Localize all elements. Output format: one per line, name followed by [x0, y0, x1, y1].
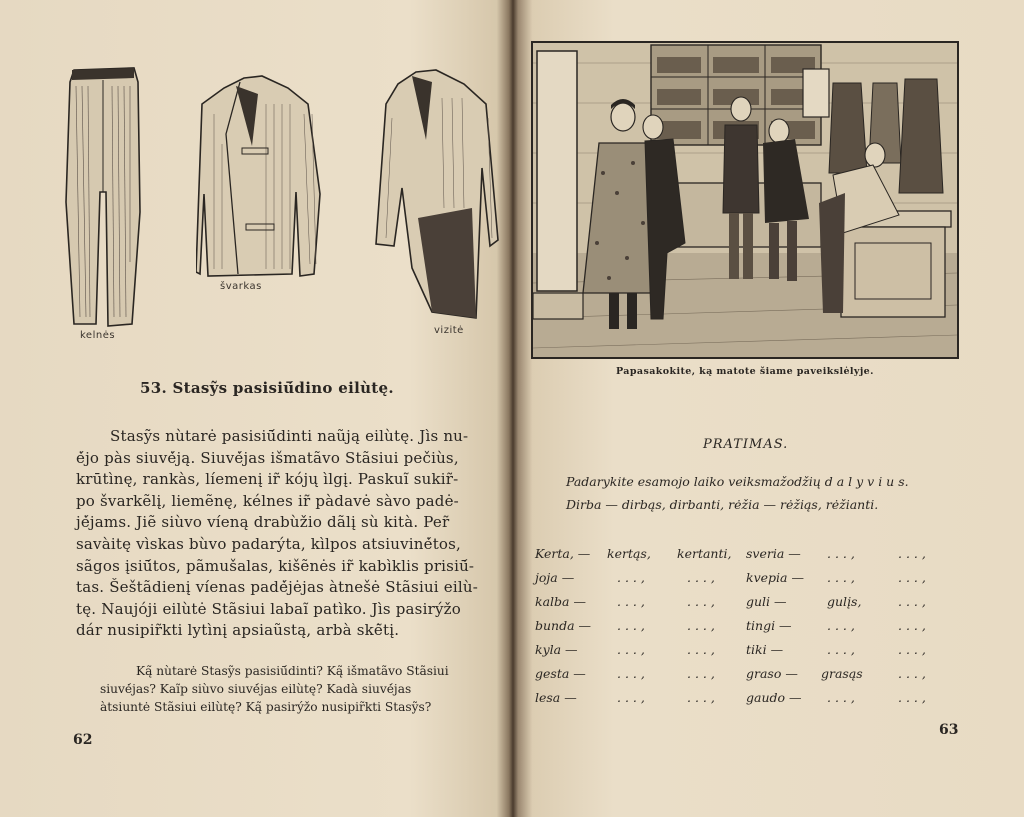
tailcoat-illustration: [372, 68, 502, 324]
participle-cell: . . . ,: [687, 666, 715, 681]
participle-cell: . . . ,: [898, 570, 926, 585]
question-line: siuvė́jas? Kaĩp siùvo siuvė́jas eilùtę? Kadà siuvė́jas: [100, 682, 412, 696]
participle-cell: . . . ,: [898, 666, 926, 681]
verb-cell: tiki —: [746, 642, 784, 657]
body-line: sãgos įsiū́tos, pãmušalas, kišẽnės ir̃ kabìklis prisiū́-: [76, 556, 475, 575]
body-line: ė́jo pàs siuvė́ją. Siuvė́jas išmatãvo Stãsiui pečiùs,: [76, 448, 459, 467]
verb-cell: gaudo —: [746, 690, 802, 705]
participle-cell: . . . ,: [898, 690, 926, 705]
exercise-title: PRATIMAS.: [703, 437, 789, 452]
participle-cell: . . . ,: [617, 642, 645, 657]
participle-cell: . . . ,: [617, 666, 645, 681]
verb-cell: tingi —: [746, 618, 792, 633]
verb-cell: graso —: [746, 666, 798, 681]
participle-cell: . . . ,: [898, 618, 926, 633]
participle-cell: . . . ,: [898, 546, 926, 561]
participle-cell: . . . ,: [617, 570, 645, 585]
exercise-instruction: Padarykite esamojo laiko veiksmažodžių d a l y v i u s.: [566, 474, 909, 489]
participle-cell: . . . ,: [617, 690, 645, 705]
body-line: po švarkẽlį, liemẽnę, kélnes ir̃ pàdavė sàvo padė-: [76, 491, 459, 510]
participle-cell: . . . ,: [687, 570, 715, 585]
jacket-illustration: [196, 74, 324, 284]
verb-cell: lesa —: [535, 690, 577, 705]
tailor-shop-illustration: [531, 41, 959, 359]
participle-cell: . . . ,: [687, 642, 715, 657]
body-line: dár nusipir̃kti lytìnį apsiaũstą, arbà skė̃tį.: [76, 621, 400, 640]
trousers-label: kelnės: [80, 330, 116, 341]
review-questions: [100, 662, 494, 716]
participle-cell: . . . ,: [898, 642, 926, 657]
participle-cell: kertąs,: [607, 546, 651, 561]
verb-cell: gesta —: [535, 666, 586, 681]
verb-cell: bunda —: [535, 618, 592, 633]
lesson-body: [76, 426, 494, 642]
participle-cell: . . . ,: [827, 642, 855, 657]
body-line: tas. Šeštãdienį víenas padė́jėjas àtnešė Stãsiui eilù-: [76, 578, 478, 597]
body-line: savàitę vìskas bùvo padarýta, kìlpos atsiuvinė́tos,: [76, 534, 462, 553]
body-line: tę. Naujóji eilùtė Stãsiui labaĩ patìko. Jìs pasirýžo: [76, 599, 461, 618]
body-line: krūtìnę, rankàs, líemenį ir̃ kójų ìlgį. Paskuĩ sukir̃-: [76, 470, 459, 489]
participle-cell: . . . ,: [827, 690, 855, 705]
verb-cell: Kerta, —: [535, 546, 591, 561]
verb-cell: kalba —: [535, 594, 586, 609]
participle-cell: . . . ,: [827, 546, 855, 561]
participle-cell: . . . ,: [687, 618, 715, 633]
exercise-example: Dirba — dirbąs, dirbanti, rėžia — rėžiąs, rėžianti.: [566, 497, 879, 512]
verb-cell: kvepia —: [746, 570, 804, 585]
question-line: àtsiuntė Stãsiui eilùtę? Ką̃ pasirýžo nusipir̃kti Stasỹs?: [100, 700, 432, 714]
illustration-caption: Papasakokite, ką matote šiame paveikslėlyje.: [616, 366, 874, 377]
participle-cell: . . . ,: [617, 618, 645, 633]
trousers-illustration: [62, 62, 146, 334]
jacket-label: švarkas: [220, 281, 262, 292]
participle-cell: . . . ,: [687, 594, 715, 609]
body-line: jė́jams. Jiẽ siùvo víeną drabùžio dãlį sù kità. Per̃: [76, 513, 450, 532]
participle-cell: gulįs,: [827, 594, 862, 609]
question-line: Ką̃ nùtarė Stasỹs pasisiū́dinti? Ką̃ išmatãvo Stãsiui: [136, 664, 449, 678]
verb-cell: sveria —: [746, 546, 801, 561]
verb-cell: guli —: [746, 594, 787, 609]
body-line: Stasỹs nùtarė pasisiū́dinti naũją eilùtę. Jìs nu-: [110, 427, 469, 445]
participle-cell: . . . ,: [827, 570, 855, 585]
left-page: [0, 0, 508, 817]
page-number-right: 63: [939, 722, 959, 738]
participle-cell: . . . ,: [827, 618, 855, 633]
page-number-left: 62: [73, 732, 93, 748]
participle-cell: kertanti,: [677, 546, 732, 561]
participle-cell: . . . ,: [898, 594, 926, 609]
tailcoat-label: vizitė: [434, 325, 464, 336]
participle-cell: grasąs: [821, 666, 863, 681]
verb-cell: kyla —: [535, 642, 578, 657]
participle-cell: . . . ,: [617, 594, 645, 609]
verb-cell: joja —: [535, 570, 575, 585]
participle-cell: . . . ,: [687, 690, 715, 705]
lesson-heading: 53. Stasỹs pasisiū́dino eilùtę.: [140, 379, 394, 397]
